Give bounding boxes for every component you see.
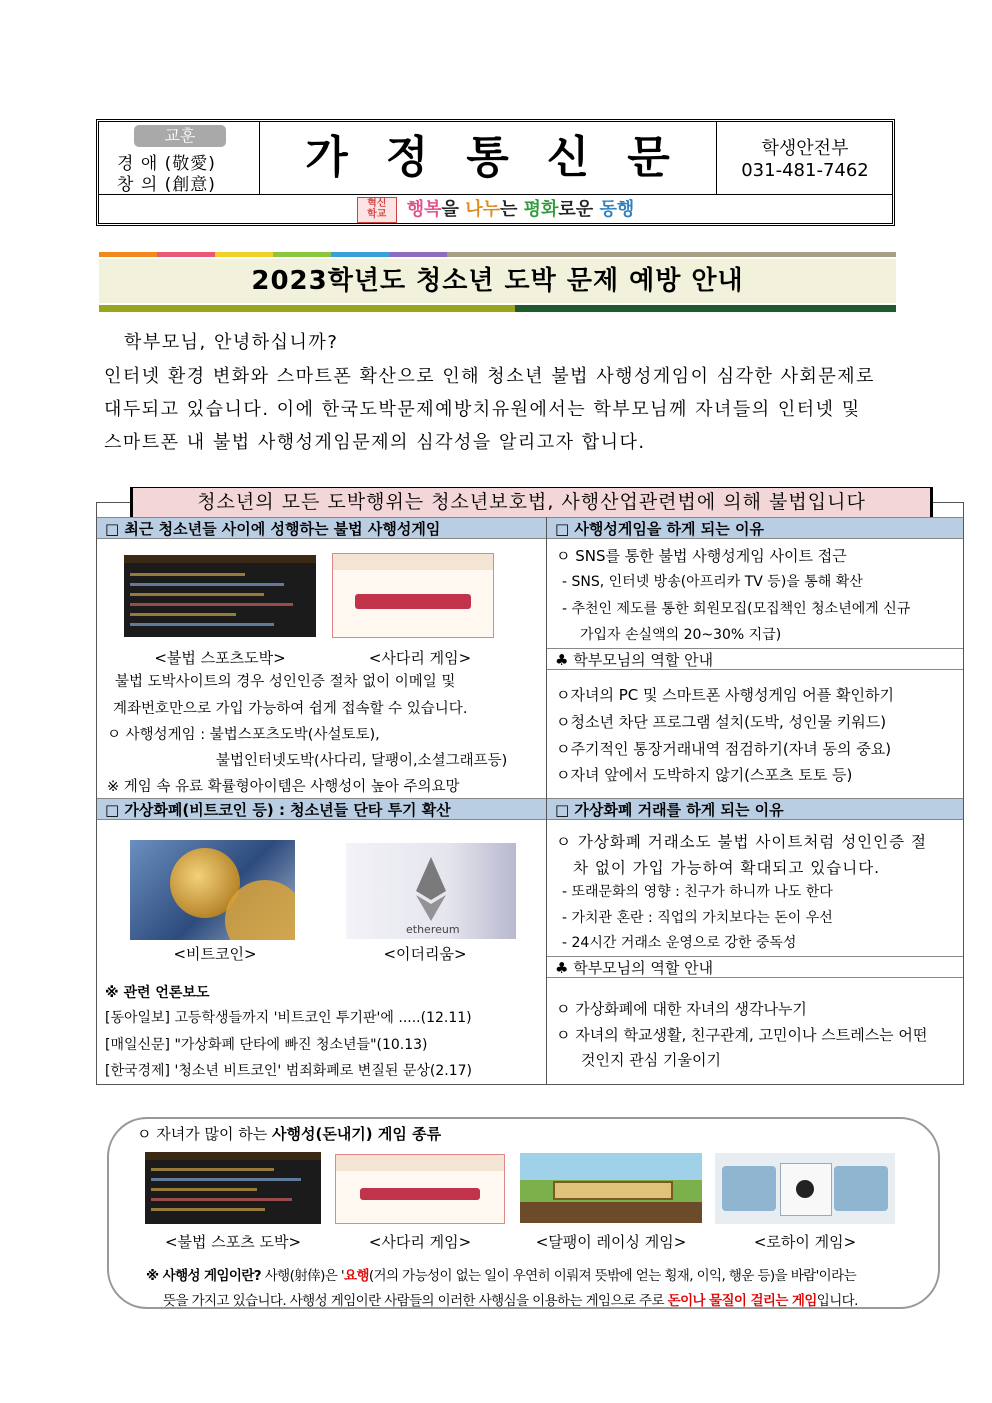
caption-game-4: <로하이 게임> — [753, 1233, 857, 1251]
section-header-crypto: □ 가상화폐(비트코인 등) : 청소년들 단타 투기 확산 — [97, 798, 546, 820]
game-types-text-1: ㅇ 사행성게임 : 불법스포츠도박(사설토토), — [107, 727, 380, 743]
slogan-word: 나누 — [465, 199, 500, 220]
press-item-3: [한국경제] '청소년 비트코인' 범죄화폐로 변질된 문상(2.17) — [105, 1063, 472, 1079]
caption-game-3: <달팽이 레이싱 게임> — [535, 1233, 687, 1251]
gambling-definition-line-1: ※ 사행성 게임이란? 사행(射倖)은 '요행(거의 가능성이 없는 일이 우연히 이뤄져 뜻밖에 얻는 횡재, 이익, 행운 등)을 바람'이라는 — [146, 1268, 857, 1284]
bitcoin-image — [130, 840, 295, 940]
stripe-purple — [389, 252, 447, 257]
crypto-reason-values: - 가치관 혼란 : 직업의 가치보다는 돈이 우선 — [562, 910, 833, 926]
stripe-olive — [99, 305, 515, 312]
intro-line-1: 인터넷 환경 변화와 스마트폰 확산으로 인해 청소년 불법 사행성게임이 심각한 사회문제로 — [104, 366, 876, 387]
parent-role-header-2: ♣ 학부모님의 역할 안내 — [547, 956, 963, 978]
gambling-definition-line-2: 뜻을 가지고 있습니다. 사행성 게임이란 사람들의 이러한 사행심을 이용하는 게임으로 주로 돈이나 물질이 걸리는 게임입니다. — [163, 1293, 858, 1309]
slogan-word: 는 — [499, 199, 524, 220]
header-row — [99, 122, 892, 195]
crypto-reason-24h: - 24시간 거래소 운영으로 강한 중독성 — [562, 935, 797, 951]
crypto-parent-role-2-cont: 것인지 관심 기울이기 — [581, 1051, 721, 1069]
crypto-reason-1-cont: 차 없이 가입 가능하여 확대되고 있습니다. — [573, 859, 881, 877]
innovation-school-badge: 혁신 학교 — [357, 197, 397, 223]
parent-role-2: ㅇ청소년 차단 프로그램 설치(도박, 성인물 키워드) — [556, 713, 887, 731]
game-types-text-2: 불법인터넷도박(사다리, 달팽이,소셜그래프등) — [216, 753, 508, 769]
caption-sports-betting: <불법 스포츠도박> — [154, 649, 286, 667]
slogan-text — [407, 199, 634, 220]
slogan-word: 동행 — [599, 199, 635, 220]
reason-referral-cont: 가입자 손실액의 20~30% 지급) — [580, 627, 782, 643]
stripe-gray — [447, 252, 896, 257]
game-snail-racing-image — [520, 1153, 702, 1223]
ladder-game-screenshot — [332, 553, 494, 638]
slogan-word: 행복 — [406, 199, 442, 220]
stripe-blue — [331, 252, 389, 257]
motto-cell — [99, 122, 260, 194]
caption-ladder-game: <사다리 게임> — [368, 649, 472, 667]
illegal-site-text-1: 불법 도박사이트의 경우 성인인증 절차 없이 이메일 및 — [115, 674, 456, 690]
game-ladder-image — [335, 1154, 505, 1224]
game-lohai-image — [715, 1153, 895, 1224]
parent-role-header-1: ♣ 학부모님의 역할 안내 — [547, 648, 963, 670]
intro-line-3: 스마트폰 내 불법 사행성게임문제의 심각성을 알리고자 합니다. — [104, 432, 646, 453]
parent-role-4: ㅇ자녀 앞에서 도박하지 않기(스포츠 토토 등) — [556, 766, 853, 784]
game-sports-betting-image — [145, 1152, 321, 1224]
press-item-1: [동아일보] 고등학생들까지 '비트코인 투기판'에 .....(12.11) — [105, 1010, 472, 1026]
caption-game-1: <불법 스포츠 도박> — [164, 1233, 302, 1251]
intro-line-2: 대두되고 있습니다. 이에 한국도박문제예방치유원에서는 학부모님께 자녀들의 인터넷 및 — [104, 399, 861, 420]
slogan-word: 을 — [441, 199, 466, 220]
crypto-reason-1: ㅇ 가상화폐 거래소도 불법 사이트처럼 성인인증 절 — [556, 833, 927, 851]
dept-phone: 031-481-7462 — [741, 160, 869, 181]
stripe-pink — [157, 252, 215, 257]
motto-line-1: 경 애 (敬愛) — [117, 154, 216, 174]
illegal-site-text-2: 계좌번호만으로 가입 가능하여 쉽게 접속할 수 있습니다. — [113, 701, 468, 717]
crypto-parent-role-1: ㅇ 가상화폐에 대한 자녀의 생각나누기 — [556, 1000, 807, 1018]
press-item-2: [매일신문] "가상화폐 단타에 빠진 청소년들"(10.13) — [105, 1037, 428, 1053]
motto-tag: 교훈 — [134, 125, 226, 147]
notice-title: 2023학년도 청소년 도박 문제 예방 안내 — [251, 266, 744, 296]
game-types-heading: ㅇ 자녀가 많이 하는 사행성(돈내기) 게임 종류 — [137, 1125, 442, 1143]
page-title: 가정통신문 — [305, 132, 708, 183]
stripe-darkgreen — [515, 305, 896, 312]
warning-banner: 청소년의 모든 도박행위는 청소년보호법, 사행산업관련법에 의해 불법입니다 — [130, 487, 933, 518]
press-header: ※ 관련 언론보도 — [105, 985, 210, 1001]
slogan-word: 로운 — [558, 199, 600, 220]
reason-sns: ㅇ SNS를 통한 불법 사행성게임 사이트 접근 — [556, 547, 847, 565]
ethereum-image — [346, 843, 516, 939]
dept-cell — [716, 122, 893, 194]
section-header-crypto-reasons: □ 가상화폐 거래를 하게 되는 이유 — [547, 798, 963, 820]
section-header-illegal-games: □ 최근 청소년들 사이에 성행하는 불법 사행성게임 — [97, 517, 546, 539]
ethereum-label: ethereum — [406, 923, 460, 936]
section-header-reasons: □ 사행성게임을 하게 되는 이유 — [547, 517, 963, 539]
crypto-parent-role-2: ㅇ 자녀의 학교생활, 친구관계, 고민이나 스트레스는 어떤 — [556, 1026, 928, 1044]
caption-ethereum: <이더리움> — [383, 945, 467, 963]
caption-game-2: <사다리 게임> — [368, 1233, 472, 1251]
ethereum-icon — [346, 843, 516, 939]
crypto-reason-peer: - 또래문화의 영향 : 친구가 하니까 나도 한다 — [562, 884, 833, 900]
stripe-orange — [99, 252, 157, 257]
sports-betting-screenshot — [124, 555, 316, 637]
dept-name: 학생안전부 — [761, 138, 849, 159]
school-slogan — [99, 194, 892, 225]
slogan-word: 평화 — [523, 199, 559, 220]
stripe-green — [273, 252, 331, 257]
reason-sns-detail: - SNS, 인터넷 방송(아프리카 TV 등)을 통해 확산 — [562, 574, 863, 590]
parent-role-1: ㅇ자녀의 PC 및 스마트폰 사행성게임 어플 확인하기 — [556, 686, 894, 704]
newsletter-header — [96, 119, 895, 226]
motto-line-2: 창 의 (創意) — [117, 175, 216, 195]
caption-bitcoin: <비트코인> — [173, 945, 257, 963]
parent-role-3: ㅇ주기적인 통장거래내역 점검하기(자녀 동의 중요) — [556, 740, 892, 758]
stripe-yellow — [215, 252, 273, 257]
reason-referral: - 추천인 제도를 통한 회원모집(모집책인 청소년에게 신규 — [562, 601, 911, 617]
loot-box-note: ※ 게임 속 유료 확률형아이템은 사행성이 높아 주의요망 — [107, 779, 460, 795]
intro-greeting: 학부모님, 안녕하십니까? — [124, 332, 339, 353]
